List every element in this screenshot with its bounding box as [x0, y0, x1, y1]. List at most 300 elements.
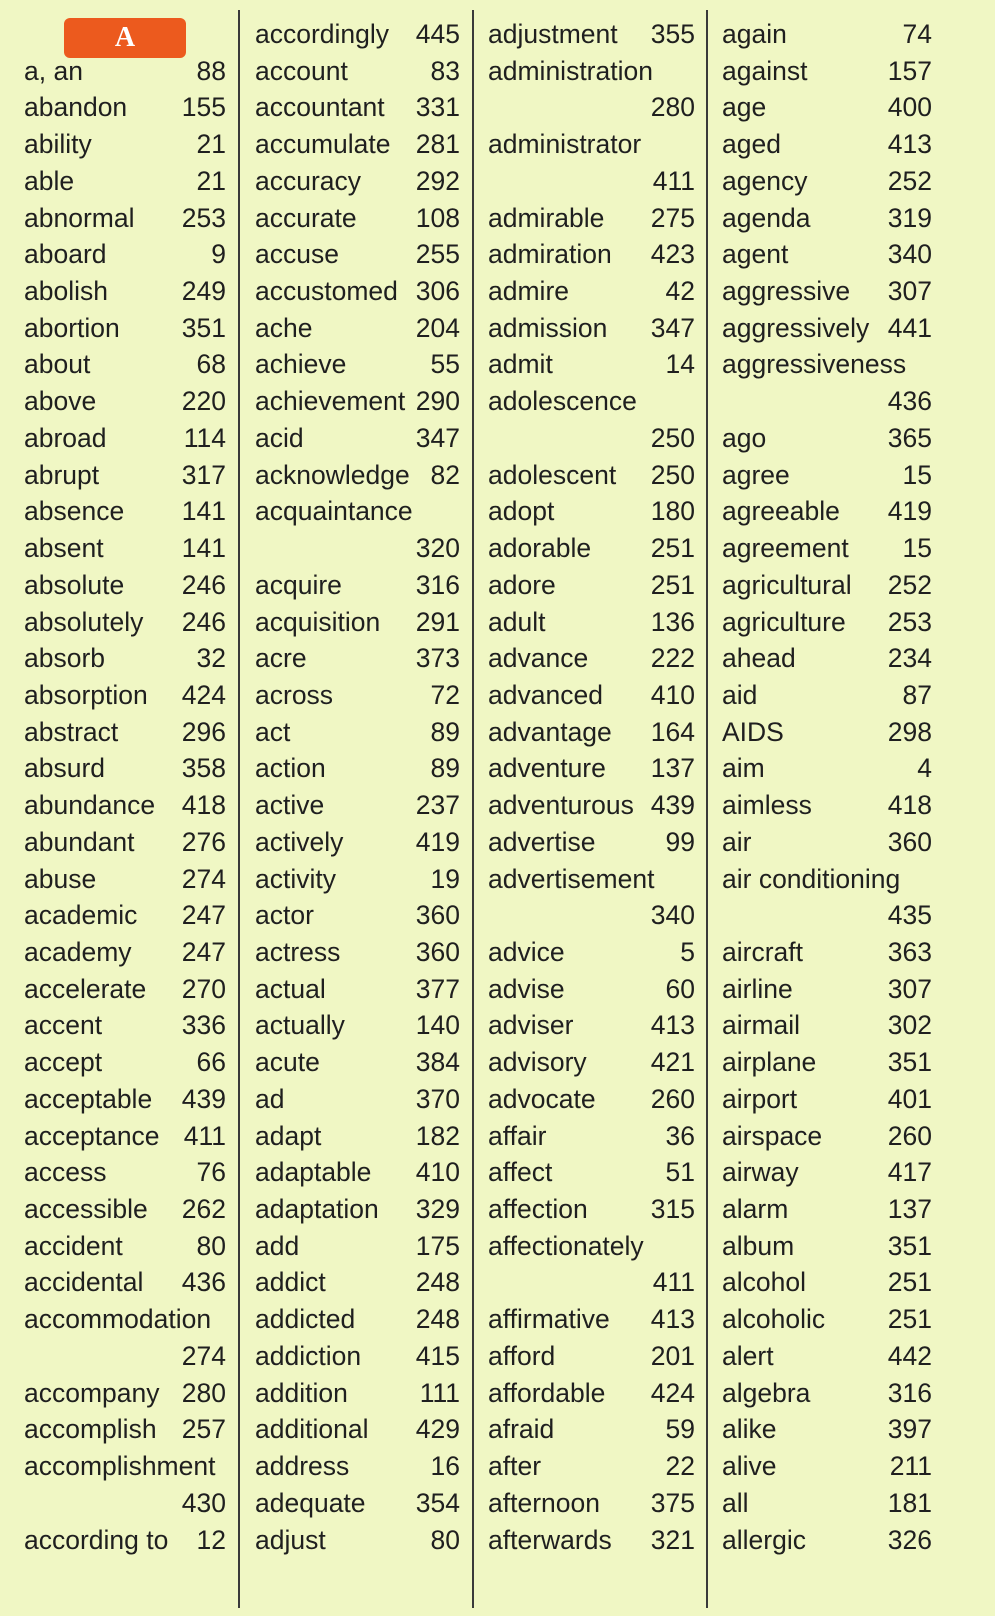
entry-word: actually	[255, 1010, 345, 1041]
entry-page-number: 281	[415, 129, 460, 160]
index-entry	[255, 126, 460, 163]
entry-word: advocate	[488, 1083, 596, 1114]
entry-page-number: 439	[181, 1083, 226, 1114]
entry-word: affect	[488, 1157, 553, 1188]
index-entry	[488, 971, 695, 1008]
entry-word: accessible	[24, 1194, 148, 1225]
entry-page-number: 211	[889, 1451, 932, 1482]
index-entry	[488, 934, 695, 971]
index-entry	[722, 16, 932, 53]
index-entry	[255, 1007, 460, 1044]
entry-word: adaptable	[255, 1157, 372, 1188]
entry-page-number: 413	[887, 129, 932, 160]
entry-word: absorb	[24, 643, 106, 674]
entry-word: abstract	[24, 716, 119, 747]
entry-page-number: 302	[887, 1010, 932, 1041]
entry-word: advise	[488, 973, 565, 1004]
index-entry	[488, 1448, 695, 1485]
entry-page-number: 397	[887, 1414, 932, 1445]
entry-word: adolescence	[488, 386, 637, 417]
entry-word: airport	[722, 1083, 798, 1114]
entry-page-number: 83	[430, 55, 460, 86]
entry-word: aggressively	[722, 312, 870, 343]
index-entry	[255, 1264, 460, 1301]
entry-word: alcohol	[722, 1267, 806, 1298]
entry-word: address	[255, 1451, 350, 1482]
index-entry	[488, 640, 695, 677]
index-entry	[722, 1522, 932, 1559]
index-entry	[488, 236, 695, 273]
entry-word: acquisition	[255, 606, 381, 637]
entry-word: actual	[255, 973, 326, 1004]
entry-word: algebra	[722, 1377, 811, 1408]
entry-page-number: 76	[196, 1157, 226, 1188]
entry-word: adventurous	[488, 790, 634, 821]
entry-page-number: 316	[415, 569, 460, 600]
entry-page-number: 400	[887, 92, 932, 123]
entry-word: acquire	[255, 569, 342, 600]
entry-page-number: 354	[415, 1487, 460, 1518]
index-entry	[722, 1007, 932, 1044]
index-entry	[24, 897, 226, 934]
entry-word: alarm	[722, 1194, 789, 1225]
entry-page-number: 435	[887, 900, 932, 931]
entry-page-number: 262	[181, 1194, 226, 1225]
entry-page-number: 410	[650, 679, 695, 710]
index-entry	[255, 53, 460, 90]
index-entry	[722, 897, 932, 934]
entry-page-number: 319	[887, 202, 932, 233]
entry-word: account	[255, 55, 348, 86]
index-entry	[722, 53, 932, 90]
entry-page-number: 373	[415, 643, 460, 674]
entry-word: academy	[24, 937, 132, 967]
index-entry	[722, 126, 932, 163]
index-entry	[24, 420, 226, 457]
entry-page-number: 253	[181, 202, 226, 233]
entry-word: agency	[722, 165, 808, 196]
entry-page-number: 340	[650, 900, 695, 931]
entry-word: agriculture	[722, 606, 846, 637]
entry-page-number: 99	[665, 826, 695, 857]
entry-word: acceptable	[24, 1083, 153, 1114]
index-entry	[255, 1044, 460, 1081]
section-letter-badge: A	[64, 18, 186, 58]
entry-word: about	[24, 349, 91, 380]
index-entry	[255, 787, 460, 824]
entry-page-number: 363	[887, 937, 932, 967]
entry-word: acceptance	[24, 1120, 160, 1151]
index-entry	[722, 1154, 932, 1191]
entry-page-number: 280	[650, 92, 695, 123]
index-entry	[255, 934, 460, 971]
index-entry	[488, 1411, 695, 1448]
entry-page-number: 137	[650, 753, 695, 784]
entry-page-number: 280	[181, 1377, 226, 1408]
index-entry	[255, 16, 460, 53]
index-entry	[488, 1228, 695, 1265]
index-entry	[24, 457, 226, 494]
entry-page-number: 141	[181, 533, 226, 564]
entry-word: accordingly	[255, 19, 390, 49]
entry-word: addition	[255, 1377, 348, 1408]
entry-page-number: 12	[196, 1524, 226, 1555]
index-entry	[24, 1007, 226, 1044]
entry-page-number: 66	[196, 1047, 226, 1078]
entry-page-number: 430	[181, 1487, 226, 1518]
entry-word: against	[722, 55, 808, 86]
entry-word: absurd	[24, 753, 106, 784]
entry-word: adopt	[488, 496, 555, 527]
entry-page-number: 237	[415, 790, 460, 821]
entry-word: above	[24, 386, 97, 417]
entry-page-number: 355	[650, 19, 695, 49]
entry-word: active	[255, 790, 325, 821]
entry-page-number: 411	[183, 1120, 226, 1151]
index-entry	[255, 1081, 460, 1118]
entry-word: AIDS	[722, 716, 784, 747]
entry-page-number: 182	[415, 1120, 460, 1151]
entry-page-number: 87	[902, 679, 932, 710]
entry-page-number: 15	[902, 533, 932, 564]
entry-page-number: 439	[650, 790, 695, 821]
entry-page-number: 441	[887, 312, 932, 343]
entry-word: additional	[255, 1414, 369, 1445]
entry-page-number: 140	[415, 1010, 460, 1041]
index-entry	[255, 897, 460, 934]
index-entry	[24, 1081, 226, 1118]
column-divider	[238, 10, 240, 1608]
index-entry	[24, 273, 226, 310]
entry-page-number: 270	[181, 973, 226, 1004]
index-entry	[24, 1154, 226, 1191]
index-entry	[488, 824, 695, 861]
entry-page-number: 21	[196, 129, 226, 160]
index-entry	[255, 1228, 460, 1265]
index-entry	[488, 1338, 695, 1375]
entry-page-number: 36	[665, 1120, 695, 1151]
entry-word: ahead	[722, 643, 796, 674]
index-entry	[255, 346, 460, 383]
index-entry	[24, 567, 226, 604]
entry-word: abundance	[24, 790, 156, 821]
index-entry	[24, 236, 226, 273]
entry-page-number: 175	[415, 1230, 460, 1261]
index-entry	[722, 787, 932, 824]
entry-page-number: 155	[181, 92, 226, 123]
entry-page-number: 234	[887, 643, 932, 674]
entry-page-number: 59	[665, 1414, 695, 1445]
entry-page-number: 411	[652, 1267, 695, 1298]
entry-page-number: 411	[652, 165, 695, 196]
index-entry	[488, 273, 695, 310]
entry-word: alive	[722, 1451, 777, 1482]
index-entry	[722, 1081, 932, 1118]
entry-page-number: 4	[917, 753, 932, 784]
index-entry	[722, 934, 932, 971]
index-entry	[722, 163, 932, 200]
entry-page-number: 419	[415, 826, 460, 857]
entry-word: advantage	[488, 716, 612, 747]
entry-page-number: 89	[430, 716, 460, 747]
entry-word: adaptation	[255, 1194, 379, 1225]
entry-word: actively	[255, 826, 344, 857]
index-entry	[24, 677, 226, 714]
entry-page-number: 15	[902, 459, 932, 490]
index-entry	[255, 163, 460, 200]
entry-page-number: 417	[887, 1157, 932, 1188]
entry-page-number: 164	[650, 716, 695, 747]
index-entry	[488, 346, 695, 383]
entry-page-number: 251	[887, 1267, 932, 1298]
entry-word: acknowledge	[255, 459, 410, 490]
entry-page-number: 351	[887, 1047, 932, 1078]
entry-page-number: 88	[196, 55, 226, 86]
entry-page-number: 137	[887, 1194, 932, 1225]
entry-page-number: 220	[181, 386, 226, 417]
entry-word: alert	[722, 1340, 774, 1371]
entry-word: adore	[488, 569, 556, 600]
index-entry	[255, 824, 460, 861]
index-entry	[255, 530, 460, 567]
entry-word: afterwards	[488, 1524, 612, 1555]
index-entry	[488, 750, 695, 787]
entry-word: alcoholic	[722, 1304, 826, 1335]
column-divider	[472, 10, 474, 1608]
entry-word: accurate	[255, 202, 357, 233]
index-entry	[255, 1338, 460, 1375]
entry-page-number: 204	[415, 312, 460, 343]
entry-word: abuse	[24, 863, 97, 894]
entry-word: adequate	[255, 1487, 366, 1518]
index-entry	[488, 493, 695, 530]
entry-word: accompany	[24, 1377, 160, 1408]
index-entry	[24, 1118, 226, 1155]
entry-page-number: 331	[415, 92, 460, 123]
entry-word: air conditioning	[722, 863, 901, 894]
entry-page-number: 222	[650, 643, 695, 674]
entry-page-number: 326	[887, 1524, 932, 1555]
entry-word: according to	[24, 1524, 169, 1555]
entry-word: addict	[255, 1267, 326, 1298]
entry-word: accomplish	[24, 1414, 157, 1445]
index-entry	[722, 1485, 932, 1522]
entry-word: action	[255, 753, 326, 784]
index-entry	[255, 457, 460, 494]
index-entry	[488, 1301, 695, 1338]
entry-page-number: 157	[887, 55, 932, 86]
index-entry	[488, 89, 695, 126]
index-entry	[722, 824, 932, 861]
entry-page-number: 292	[415, 165, 460, 196]
index-entry	[488, 1044, 695, 1081]
index-entry	[488, 1118, 695, 1155]
entry-page-number: 257	[181, 1414, 226, 1445]
index-entry	[722, 310, 932, 347]
entry-page-number: 260	[887, 1120, 932, 1151]
entry-page-number: 275	[650, 202, 695, 233]
entry-word: advertise	[488, 826, 596, 857]
entry-page-number: 274	[181, 863, 226, 894]
index-entry	[722, 420, 932, 457]
entry-page-number: 423	[650, 239, 695, 270]
entry-page-number: 250	[650, 422, 695, 453]
entry-word: airplane	[722, 1047, 817, 1078]
index-entry	[488, 1081, 695, 1118]
entry-word: after	[488, 1451, 542, 1482]
entry-page-number: 276	[181, 826, 226, 857]
entry-page-number: 80	[196, 1230, 226, 1261]
entry-page-number: 291	[415, 606, 460, 637]
index-entry	[488, 677, 695, 714]
index-entry	[255, 420, 460, 457]
entry-word: affirmative	[488, 1304, 610, 1335]
index-entry	[255, 1154, 460, 1191]
entry-page-number: 60	[665, 973, 695, 1004]
entry-word: ad	[255, 1083, 285, 1114]
entry-word: agricultural	[722, 569, 852, 600]
entry-word: abnormal	[24, 202, 135, 233]
index-entry	[488, 604, 695, 641]
entry-word: adapt	[255, 1120, 322, 1151]
entry-word: affection	[488, 1194, 588, 1225]
index-entry	[24, 53, 226, 90]
index-entry	[24, 1044, 226, 1081]
entry-word: accustomed	[255, 276, 398, 307]
index-entry	[255, 383, 460, 420]
entry-word: airspace	[722, 1120, 823, 1151]
entry-page-number: 21	[196, 165, 226, 196]
entry-page-number: 14	[665, 349, 695, 380]
entry-page-number: 32	[196, 643, 226, 674]
index-entry	[255, 1301, 460, 1338]
entry-page-number: 74	[902, 19, 932, 49]
entry-word: aboard	[24, 239, 107, 270]
index-entry	[722, 346, 932, 383]
entry-word: air	[722, 826, 752, 857]
entry-page-number: 251	[650, 569, 695, 600]
entry-word: aimless	[722, 790, 812, 821]
index-entry	[24, 1411, 226, 1448]
entry-page-number: 360	[415, 900, 460, 931]
entry-page-number: 445	[415, 19, 460, 49]
index-entry	[24, 714, 226, 751]
entry-word: admit	[488, 349, 553, 380]
entry-word: album	[722, 1230, 795, 1261]
entry-page-number: 246	[181, 606, 226, 637]
index-entry	[255, 714, 460, 751]
entry-word: accommodation	[24, 1304, 212, 1335]
entry-word: academic	[24, 900, 138, 931]
index-entry	[255, 750, 460, 787]
entry-word: accept	[24, 1047, 103, 1078]
entry-word: agree	[722, 459, 790, 490]
entry-word: airline	[722, 973, 793, 1004]
entry-page-number: 351	[181, 312, 226, 343]
entry-page-number: 68	[196, 349, 226, 380]
entry-page-number: 421	[650, 1047, 695, 1078]
entry-word: accountant	[255, 92, 385, 123]
entry-word: actor	[255, 900, 314, 931]
entry-page-number: 89	[430, 753, 460, 784]
index-entry	[488, 1007, 695, 1044]
entry-page-number: 141	[181, 496, 226, 527]
entry-word: agenda	[722, 202, 811, 233]
index-entry	[722, 640, 932, 677]
index-entry	[24, 1264, 226, 1301]
entry-page-number: 358	[181, 753, 226, 784]
entry-page-number: 418	[887, 790, 932, 821]
entry-page-number: 384	[415, 1047, 460, 1078]
entry-word: admiration	[488, 239, 612, 270]
entry-word: activity	[255, 863, 336, 894]
entry-page-number: 16	[430, 1451, 460, 1482]
entry-word: admire	[488, 276, 570, 307]
index-entry	[488, 1191, 695, 1228]
index-entry	[488, 1375, 695, 1412]
entry-page-number: 82	[430, 459, 460, 490]
entry-word: admission	[488, 312, 608, 343]
entry-page-number: 108	[415, 202, 460, 233]
entry-word: ability	[24, 129, 92, 160]
entry-page-number: 377	[415, 973, 460, 1004]
entry-word: accumulate	[255, 129, 391, 160]
entry-word: adjust	[255, 1524, 326, 1555]
index-entry	[488, 457, 695, 494]
index-entry	[255, 273, 460, 310]
entry-word: absorption	[24, 679, 148, 710]
entry-page-number: 251	[887, 1304, 932, 1335]
index-entry	[488, 1264, 695, 1301]
entry-page-number: 375	[650, 1487, 695, 1518]
entry-word: accuracy	[255, 165, 362, 196]
entry-word: agreement	[722, 533, 849, 564]
entry-page-number: 274	[181, 1340, 226, 1371]
entry-page-number: 436	[887, 386, 932, 417]
index-entry	[488, 16, 695, 53]
index-entry	[255, 604, 460, 641]
entry-page-number: 252	[887, 165, 932, 196]
entry-word: allergic	[722, 1524, 806, 1555]
entry-word: act	[255, 716, 291, 747]
index-entry	[722, 1118, 932, 1155]
index-entry	[722, 861, 932, 898]
entry-word: absent	[24, 533, 104, 564]
index-entry	[722, 383, 932, 420]
index-entry	[255, 1411, 460, 1448]
index-entry	[722, 1338, 932, 1375]
index-entry	[722, 530, 932, 567]
index-entry	[488, 897, 695, 934]
index-entry	[488, 383, 695, 420]
index-entry	[722, 677, 932, 714]
entry-word: abortion	[24, 312, 120, 343]
entry-page-number: 55	[430, 349, 460, 380]
entry-page-number: 246	[181, 569, 226, 600]
entry-word: acid	[255, 422, 304, 453]
index-entry	[255, 1191, 460, 1228]
entry-word: affair	[488, 1120, 547, 1151]
index-entry	[24, 934, 226, 971]
entry-page-number: 250	[650, 459, 695, 490]
entry-page-number: 114	[183, 422, 226, 453]
entry-page-number: 436	[181, 1267, 226, 1298]
index-entry	[722, 971, 932, 1008]
index-entry	[488, 1154, 695, 1191]
entry-page-number: 401	[887, 1083, 932, 1114]
index-entry	[722, 236, 932, 273]
index-entry	[24, 1228, 226, 1265]
